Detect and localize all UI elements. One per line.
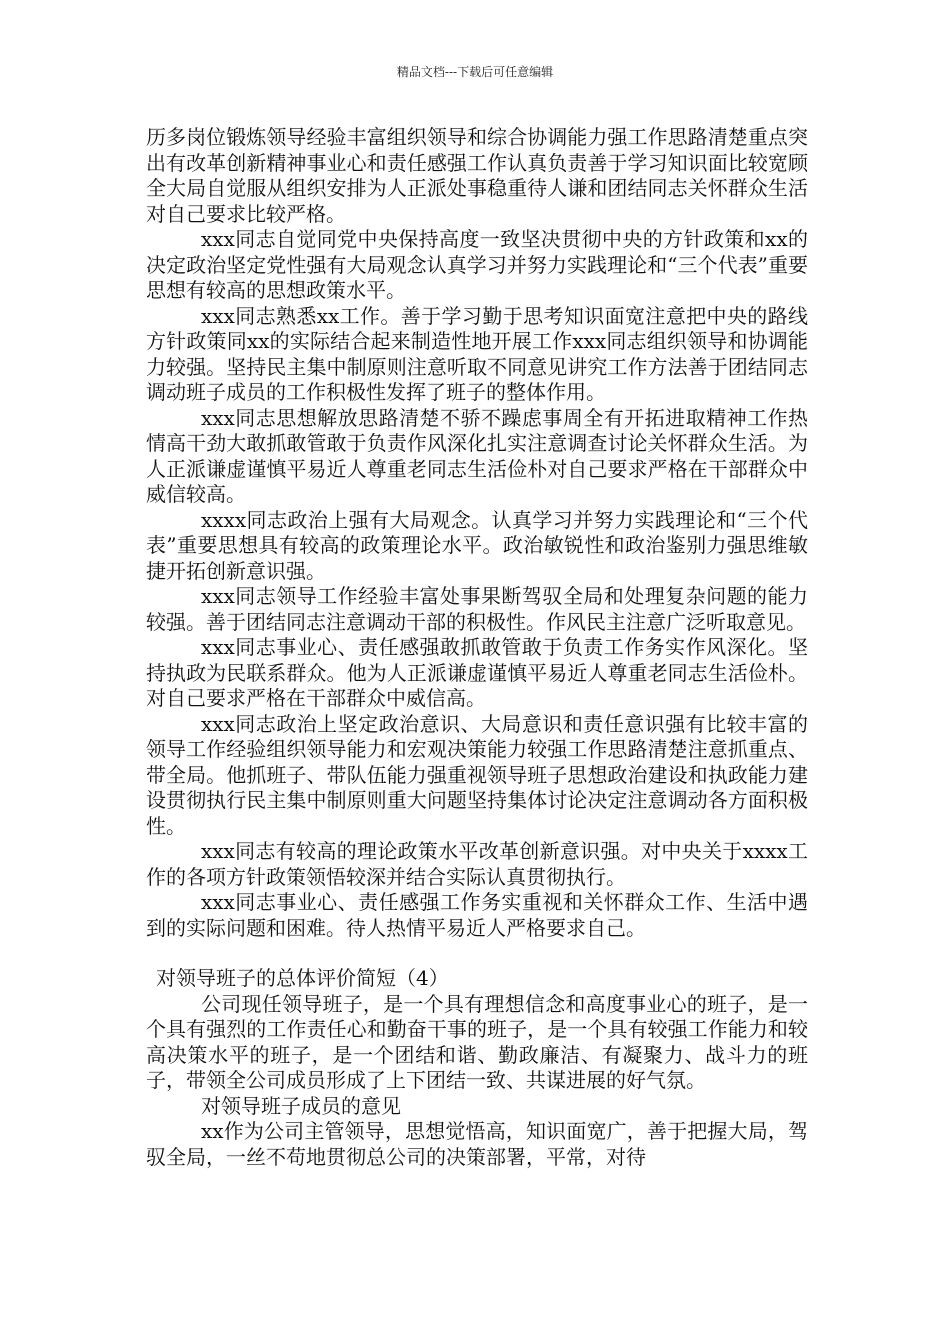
body-paragraph: xxx同志有较高的理论政策水平改革创新意识强。对中央关于xxxx工作的各项方针政策领悟较深并结合实际认真贯彻执行。: [146, 839, 808, 889]
body-paragraph: 对领导班子成员的意见: [201, 1093, 401, 1118]
paragraph-group-1: [146, 125, 808, 941]
body-paragraph: xxx同志政治上坚定政治意识、大局意识和责任意识强有比较丰富的领导工作经验组织领导能力和宏观决策能力较强工作思路清楚注意抓重点、带全局。他抓班子、带队伍能力强重视领导班子思想政治建设和执政能力建设贯彻执行民主集中制原则重大问题坚持集体讨论决定注意调动各方面积极性。: [146, 711, 808, 838]
body-paragraph: xxx同志熟悉xx工作。善于学习勤于思考知识面宽注意把中央的路线方针政策同xx的实际结合起来制造性地开展工作xxx同志组织领导和协调能力较强。坚持民主集中制原则注意听取不同意见讲究工作方法善于团结同志调动班子成员的工作积极性发挥了班子的整体作用。: [146, 303, 808, 404]
section-heading: 对领导班子的总体评价简短（4）: [156, 966, 449, 990]
paragraph-gap: [146, 941, 808, 966]
body-paragraph: 公司现任领导班子，是一个具有理想信念和高度事业心的班子，是一个具有强烈的工作责任心和勤奋干事的班子，是一个具有较强工作能力和较高决策水平的班子，是一个团结和谐、勤政廉洁、有凝聚力、战斗力的班子，带领全公司成员形成了上下团结一致、共谋进展的好气氛。: [146, 991, 808, 1092]
body-paragraph: xxx同志思想解放思路清楚不骄不躁虑事周全有开拓进取精神工作热情高干劲大敢抓敢管敢于负责作风深化扎实注意调查讨论关怀群众生活。为人正派谦虚谨慎平易近人尊重老同志生活俭朴对自己要求严格在干部群众中威信较高。: [146, 405, 808, 506]
body-paragraph: 历多岗位锻炼领导经验丰富组织领导和综合协调能力强工作思路清楚重点突出有改革创新精神事业心和责任感强工作认真负责善于学习知识面比较宽顾全大局自觉服从组织安排为人正派处事稳重待人谦和团结同志关怀群众生活对自己要求比较严格。: [146, 125, 808, 226]
body-paragraph: xxx同志自觉同党中央保持高度一致坚决贯彻中央的方针政策和xx的决定政治坚定党性强有大局观念认真学习并努力实践理论和“三个代表”重要思想有较高的思想政策水平。: [146, 227, 808, 302]
page-header: 精品文档---下载后可任意编辑: [396, 65, 554, 79]
body-paragraph: xxxx同志政治上强有大局观念。认真学习并努力实践理论和“三个代表”重要思想具有较高的政策理论水平。政治敏锐性和政治鉴别力强思维敏捷开拓创新意识强。: [146, 507, 808, 583]
body-paragraph: xx作为公司主管领导，思想觉悟高，知识面宽广，善于把握大局，驾驭全局，一丝不苟地贯彻总公司的决策部署，平常，对待: [146, 1119, 808, 1169]
paragraph-group-2: [146, 992, 808, 1171]
body-paragraph: xxx同志事业心、责任感强工作务实重视和关怀群众工作、生活中遇到的实际问题和困难。待人热情平易近人严格要求自己。: [146, 890, 808, 940]
body-paragraph: xxx同志事业心、责任感强敢抓敢管敢于负责工作务实作风深化。坚持执政为民联系群众。他为人正派谦虚谨慎平易近人尊重老同志生活俭朴。对自己要求严格在干部群众中威信高。: [146, 635, 808, 710]
document-body: [146, 125, 808, 1170]
body-paragraph: xxx同志领导工作经验丰富处事果断驾驭全局和处理复杂问题的能力较强。善于团结同志注意调动干部的积极性。作风民主注意广泛听取意见。: [146, 584, 808, 634]
